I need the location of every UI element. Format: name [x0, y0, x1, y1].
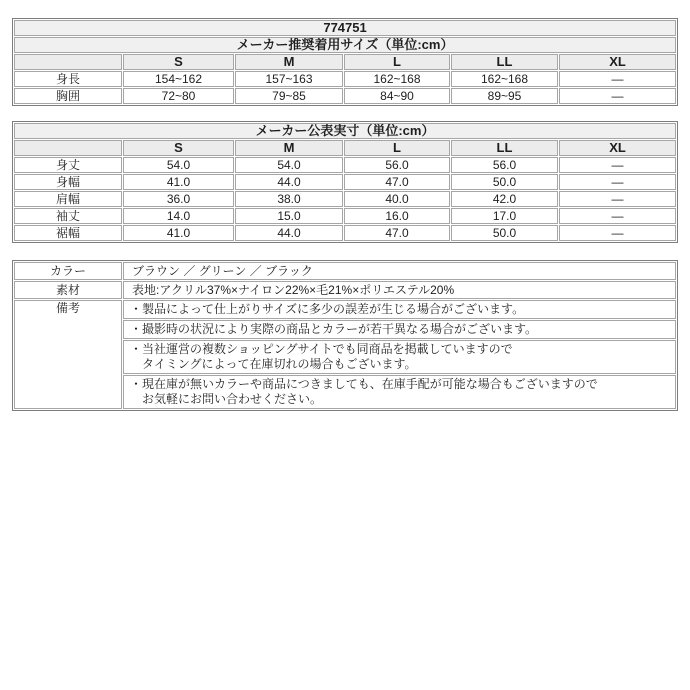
note-text: ・製品によって仕上がりサイズに多少の誤差が生じる場合がございます。: [130, 302, 525, 316]
note-text: ・現在庫が無いカラーや商品につきましても、在庫手配が可能な場合もございますので: [130, 377, 598, 391]
recommended-size-title: メーカー推奨着用サイズ（単位:cm）: [14, 37, 676, 53]
row-label-hem-width: 裾幅: [14, 225, 122, 241]
value-cell: ―: [559, 191, 676, 207]
value-cell: 162~168: [451, 71, 558, 87]
value-cell: ―: [559, 71, 676, 87]
size-header-row: [14, 54, 676, 70]
value-cell: 72~80: [123, 88, 234, 104]
note-cell: [123, 300, 676, 319]
value-cell: 40.0: [344, 191, 450, 207]
size-col-header-s: S: [123, 140, 234, 156]
value-cell: 157~163: [235, 71, 343, 87]
note-text: ・撮影時の状況により実際の商品とカラーが若干異なる場合がございます。: [130, 322, 538, 336]
size-col-header-s: S: [123, 54, 234, 70]
value-cell: 56.0: [451, 157, 558, 173]
row-label-body-length: 身丈: [14, 157, 122, 173]
table-row-body-length: [14, 157, 676, 173]
product-code-row: [14, 20, 676, 36]
value-cell: 15.0: [235, 208, 343, 224]
value-cell: 50.0: [451, 225, 558, 241]
size-col-header-xl: XL: [559, 54, 676, 70]
size-col-header-m: M: [235, 54, 343, 70]
value-cell: 44.0: [235, 225, 343, 241]
recommended-size-title-row: [14, 37, 676, 53]
size-chart-sheet: [12, 18, 678, 411]
value-cell: 41.0: [123, 174, 234, 190]
material-value: 表地:アクリル37%×ナイロン22%×毛21%×ポリエステル20%: [123, 281, 676, 299]
size-col-header-l: L: [344, 140, 450, 156]
actual-size-table: [12, 121, 678, 243]
table-row-sleeve-length: [14, 208, 676, 224]
note-cell: [123, 320, 676, 339]
value-cell: ―: [559, 157, 676, 173]
value-cell: 54.0: [235, 157, 343, 173]
value-cell: 47.0: [344, 225, 450, 241]
row-label-notes: 備考: [14, 300, 122, 409]
size-header-row: [14, 140, 676, 156]
table-row-body-width: [14, 174, 676, 190]
value-cell: 162~168: [344, 71, 450, 87]
value-cell: 47.0: [344, 174, 450, 190]
table-row-color: [14, 262, 676, 280]
table-row-shoulder-width: [14, 191, 676, 207]
value-cell: 56.0: [344, 157, 450, 173]
note-cell: [123, 340, 676, 374]
size-col-header-ll: LL: [451, 54, 558, 70]
value-cell: 44.0: [235, 174, 343, 190]
row-label-material: 素材: [14, 281, 122, 299]
row-label-shoulder-width: 肩幅: [14, 191, 122, 207]
table-row-note-1: [14, 300, 676, 319]
note-text-continued: タイミングによって在庫切れの場合もございます。: [142, 357, 417, 371]
value-cell: ―: [559, 208, 676, 224]
value-cell: ―: [559, 225, 676, 241]
color-value: ブラウン ／ グリーン ／ ブラック: [123, 262, 676, 280]
actual-size-title-row: [14, 123, 676, 139]
value-cell: 84~90: [344, 88, 450, 104]
size-col-header-empty: [14, 140, 122, 156]
note-cell: [123, 375, 676, 409]
table-row-material: [14, 281, 676, 299]
size-col-header-m: M: [235, 140, 343, 156]
recommended-size-table: [12, 18, 678, 106]
value-cell: 17.0: [451, 208, 558, 224]
value-cell: 42.0: [451, 191, 558, 207]
value-cell: 89~95: [451, 88, 558, 104]
size-col-header-ll: LL: [451, 140, 558, 156]
row-label-sleeve-length: 袖丈: [14, 208, 122, 224]
value-cell: 41.0: [123, 225, 234, 241]
value-cell: ―: [559, 88, 676, 104]
value-cell: 14.0: [123, 208, 234, 224]
value-cell: ―: [559, 174, 676, 190]
size-col-header-xl: XL: [559, 140, 676, 156]
size-col-header-l: L: [344, 54, 450, 70]
product-code: 774751: [14, 20, 676, 36]
row-label-height: 身長: [14, 71, 122, 87]
table-row-height: [14, 71, 676, 87]
value-cell: 16.0: [344, 208, 450, 224]
table-row-chest: [14, 88, 676, 104]
note-text-continued: お気軽にお問い合わせください。: [142, 392, 323, 406]
row-label-body-width: 身幅: [14, 174, 122, 190]
value-cell: 50.0: [451, 174, 558, 190]
table-row-hem-width: [14, 225, 676, 241]
size-col-header-empty: [14, 54, 122, 70]
actual-size-title: メーカー公表実寸（単位:cm）: [14, 123, 676, 139]
value-cell: 38.0: [235, 191, 343, 207]
row-label-color: カラー: [14, 262, 122, 280]
value-cell: 79~85: [235, 88, 343, 104]
details-table: [12, 260, 678, 411]
note-text: ・当社運営の複数ショッピングサイトでも同商品を掲載していますので: [130, 342, 513, 356]
value-cell: 154~162: [123, 71, 234, 87]
value-cell: 36.0: [123, 191, 234, 207]
row-label-chest: 胸囲: [14, 88, 122, 104]
value-cell: 54.0: [123, 157, 234, 173]
